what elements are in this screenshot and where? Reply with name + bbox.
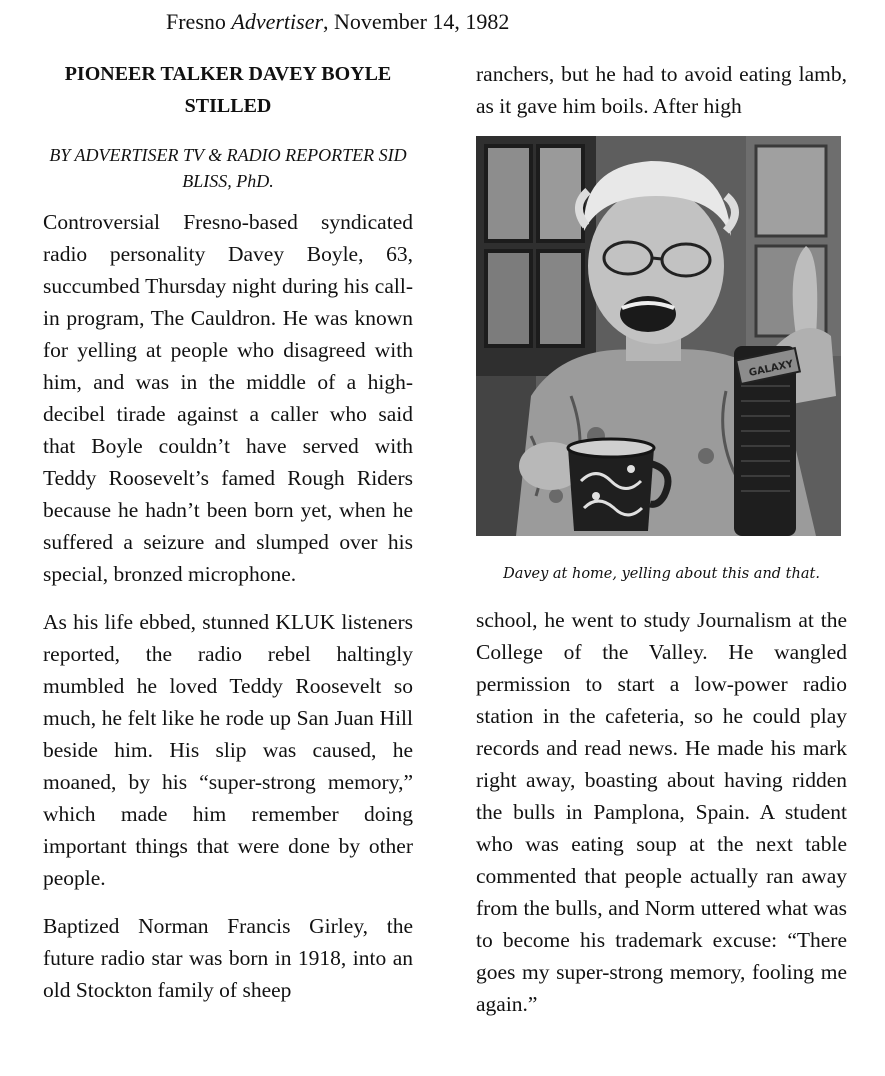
article-photo: [476, 136, 841, 536]
article-paragraph-5: school, he went to study Journalism at the College of the Valley. He wangled permission to start a low-power radio station in the cafeteria, so he could play records and read news. He made his mark right away, boasting about having ridden the bulls in Pamplona, Spain. A student who was eating soup at the next table commented that people actually ran away from the bulls, and Norm uttered what was to become his trademark excuse: “There goes my super-strong memory, fooling me again.”: [476, 608, 847, 1016]
article-paragraph-2: As his life ebbed, stunned KLUK listeners reported, the radio rebel haltingly mumbled he loved Teddy Roosevelt so much, he felt like he rode up San Juan Hill beside him. His slip was caused, he moaned, by his “super-strong memory,” which made him remember doing important things that were done by other people.: [43, 610, 413, 890]
headline: PIONEER TALKER DAVEY BOYLE STILLED: [64, 63, 392, 117]
photo-illustration: [476, 136, 841, 536]
article-paragraph-3: Baptized Norman Francis Girley, the future radio star was born in 1918, into an old Stockton family of sheep: [43, 914, 413, 1002]
left-column: [43, 58, 413, 1006]
dateline-prefix: Fresno: [166, 9, 232, 34]
dateline: [166, 8, 509, 36]
photo-caption: Davey at home, yelling about this and that.: [503, 566, 820, 582]
right-column: [476, 58, 847, 1020]
mic-badge-text: GALAXY: [748, 358, 795, 379]
publication-name: Advertiser: [231, 9, 324, 34]
byline: BY ADVERTISER TV & RADIO REPORTER SID BLISS, PhD.: [49, 145, 407, 191]
article-paragraph-4: ranchers, but he had to avoid eating lamb, as it gave him boils. After high: [476, 62, 847, 118]
dateline-date: , November 14, 1982: [323, 9, 510, 34]
article-paragraph-1: Controversial Fresno-based syndicated radio personality Davey Boyle, 63, succumbed Thursday night during his call-in program, The Cauldron. He was known for yelling at people who disagreed with him, and was in the middle of a high-decibel tirade against a caller who said that Boyle couldn’t have served with Teddy Roosevelt’s famed Rough Riders because he hadn’t been born yet, when he suffered a seizure and slumped over his special, bronzed microphone.: [43, 210, 413, 586]
